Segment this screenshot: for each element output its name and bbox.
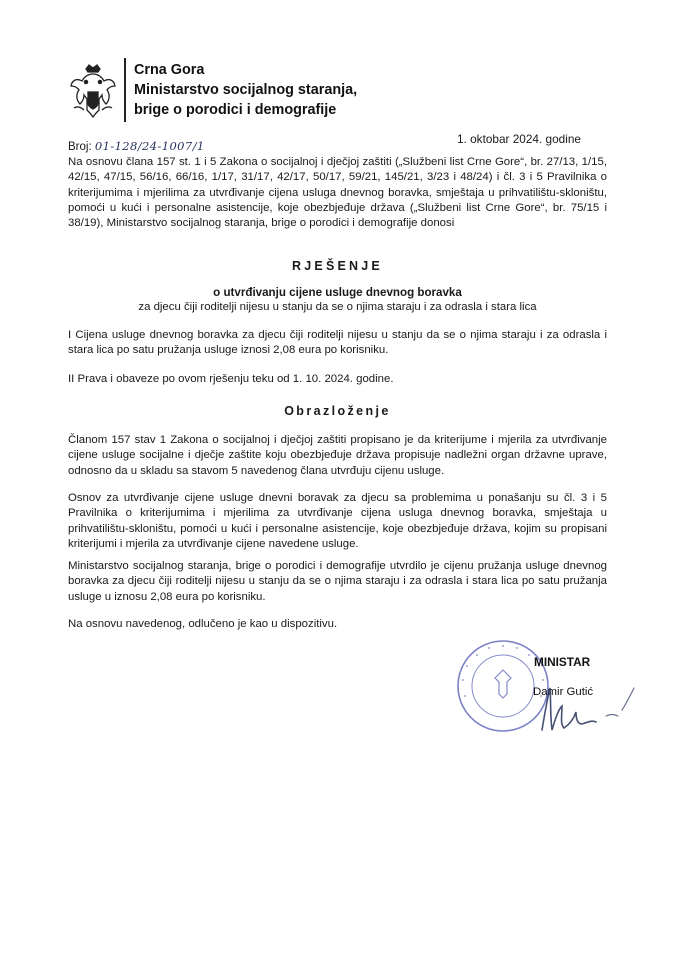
reasoning-paragraph-2: Osnov za utvrđivanje cijene usluge dnevni boravak za djecu sa problemima u ponašanju su čl. 3 i 5 Pravilnika o kriterijumima i mjerilima za utvrđivanje cijena usluga dnevnog boravka, smještaja u prihvatilištu-skloništu, pomoći u kući i personalne asistencije, koje obezbjeđuje država, kojim su propisani kriterijumi i mjerila za utvrđivanje cijene navedene usluge. bbox=[68, 492, 607, 550]
decision-item-2: II Prava i obaveze po ovom rješenju teku od 1. 10. 2024. godine. bbox=[68, 373, 394, 385]
signatory-title: MINISTAR bbox=[534, 655, 591, 669]
intro-paragraph: Na osnovu člana 157 st. 1 i 5 Zakona o socijalnoj i dječjoj zaštiti („Službeni list Crne Gore“, br. 27/13, 1/15, 42/15, 47/15, 56/16, 66/16, 1/17, 31/17, 42/17, 50/17, 59/21, 145/21, 3/23 i 48/24) i čl. 3 i 5 Pravilnika o kriterijumima i mjerilima za utvrđivanje cijena usluga dnevnog boravka, smještaja u prihvatilištu-skloništu, pomoći u kući i personalne asistencije, koje obezbjeđuje država („Službeni list Crne Gore“, br. 75/15 i 38/19), Ministarstvo socijalnog staranja, brige o porodici i demografije donosi bbox=[68, 156, 607, 230]
header-divider bbox=[124, 58, 126, 122]
reasoning-paragraph-3: Ministarstvo socijalnog staranja, brige o porodici i demografije utvrdilo je cijenu pružanja usluge dnevnog boravka za djecu čiji roditelji nijesu u stanju da se o njima staraju i za odrasla i stara lica po satu pružanja usluge u iznosu 2,08 eura po korisniku. bbox=[68, 560, 607, 603]
ministry-name-line1: Ministarstvo socijalnog staranja, bbox=[134, 82, 358, 98]
decision-subtitle-detail: za djecu čiji roditelji nijesu u stanju da se o njima staraju i za odrasla i stara lica bbox=[138, 301, 537, 313]
reasoning-paragraph-4: Na osnovu navedenog, odlučeno je kao u dispozitivu. bbox=[68, 618, 338, 630]
issuer-header bbox=[134, 60, 357, 120]
ministry-name-line2: brige o porodici i demografije bbox=[134, 102, 337, 118]
signatory-name: Damir Gutić bbox=[533, 686, 594, 698]
document-date: 1. oktobar 2024. godine bbox=[457, 132, 581, 146]
reasoning-title: Obrazloženje bbox=[284, 404, 391, 418]
reference-number bbox=[68, 139, 205, 153]
decision-title: RJEŠENJE bbox=[292, 259, 383, 273]
country-name: Crna Gora bbox=[134, 62, 205, 78]
reference-value: 01-128/24-1007/1 bbox=[94, 139, 205, 153]
decision-subtitle: o utvrđivanju cijene usluge dnevnog boravka bbox=[213, 286, 462, 299]
reasoning-paragraph-1: Članom 157 stav 1 Zakona o socijalnoj i dječjoj zaštiti propisano je da kriterijume i mjerila za utvrđivanje cijene usluge socijalne i dječje zaštite koju obezbjeđuje država propisuje nadležni organ državne uprave, odnosno da u skladu sa stavom 5 navedenog člana utvrđuju cijenu usluge. bbox=[68, 434, 607, 477]
handwritten-signature bbox=[520, 680, 640, 740]
reference-label: Broj: bbox=[68, 141, 92, 153]
decision-item-1: I Cijena usluge dnevnog boravka za djecu čiji roditelji nijesu u stanju da se o njima staraju i za odrasla i stara lica po satu pružanja usluge iznosi 2,08 eura po korisniku. bbox=[68, 329, 607, 357]
coat-of-arms-icon bbox=[68, 62, 118, 120]
